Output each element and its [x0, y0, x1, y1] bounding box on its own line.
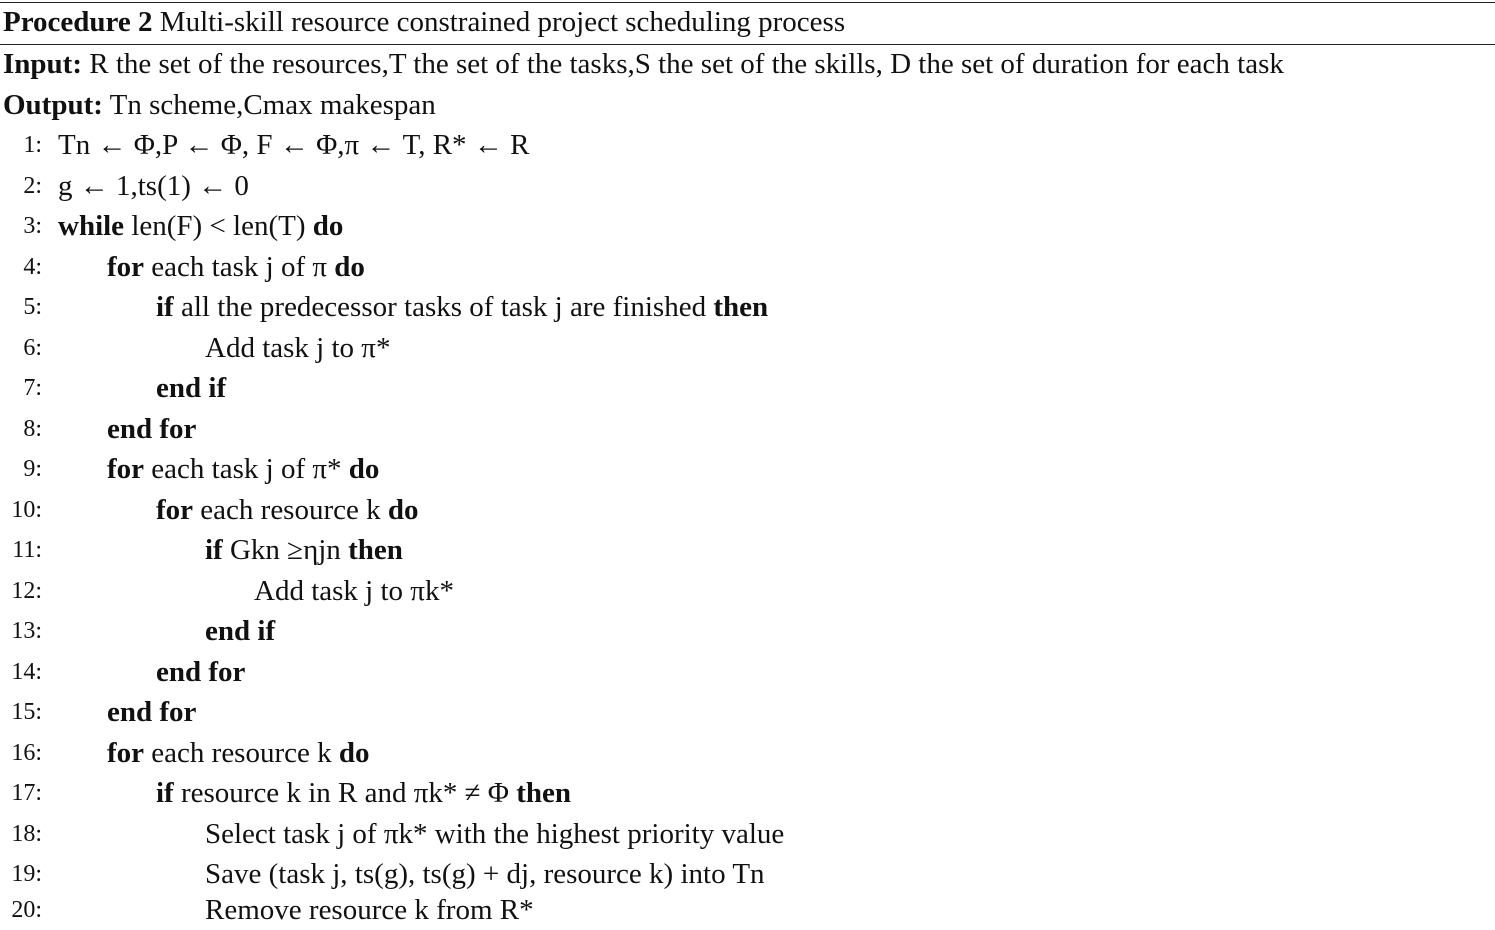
line-number: 5:: [23, 294, 42, 320]
line-text: Add task j to πk*: [254, 575, 454, 607]
output-line: [3, 85, 436, 125]
line-number: 8:: [23, 416, 42, 442]
procedure-title: [3, 2, 845, 42]
line-text: if all the predecessor tasks of task j are finished then: [156, 291, 769, 323]
line-number: 7:: [23, 375, 42, 401]
line-text: end for: [107, 696, 197, 728]
line-number: 1:: [23, 132, 42, 158]
line-text: end for: [107, 413, 197, 445]
line-text: for each resource k do: [156, 494, 419, 526]
line-number: 16:: [11, 740, 42, 766]
line-number: 6:: [23, 335, 42, 361]
line-number: 17:: [11, 780, 42, 806]
input-text: R the set of the resources,T the set of the tasks,S the set of the skills, D the set of duration for each task: [89, 48, 1284, 80]
line-text: for each task j of π* do: [107, 453, 380, 485]
line-number: 13:: [11, 618, 42, 644]
line-number: 15:: [11, 699, 42, 725]
line-number: 11:: [12, 537, 42, 563]
line-text: for each resource k do: [107, 737, 370, 769]
line-text: Select task j of πk* with the highest priority value: [205, 818, 785, 850]
line-number: 12:: [11, 578, 42, 604]
input-line: [3, 44, 1284, 84]
line-text: Tn ← Φ,P ← Φ, F ← Φ,π ← T, R* ← R: [58, 129, 530, 161]
input-label: Input:: [3, 48, 82, 80]
output-text: Tn scheme,Cmax makespan: [109, 89, 436, 121]
line-text: Remove resource k from R*: [205, 894, 534, 926]
line-text: while len(F) < len(T) do: [58, 210, 344, 242]
line-text: if resource k in R and πk* ≠ Φ then: [156, 777, 572, 809]
line-number: 2:: [23, 173, 42, 199]
line-number: 20:: [11, 897, 42, 923]
line-text: Save (task j, ts(g), ts(g) + dj, resource k) into Tn: [205, 858, 765, 890]
line-text: if Gkn ≥ηjn then: [205, 534, 403, 566]
line-number: 9:: [23, 456, 42, 482]
procedure-label: Procedure 2: [3, 6, 153, 38]
line-number: 19:: [11, 861, 42, 887]
line-text: end if: [156, 372, 227, 404]
output-label: Output:: [3, 89, 103, 121]
line-number: 14:: [11, 659, 42, 685]
line-number: 3:: [23, 213, 42, 239]
line-text: g ← 1,ts(1) ← 0: [58, 170, 249, 202]
line-number: 18:: [11, 821, 42, 847]
line-text: end if: [205, 615, 276, 647]
line-number: 10:: [11, 497, 42, 523]
line-number: 4:: [23, 254, 42, 280]
procedure-name: Multi-skill resource constrained project scheduling process: [159, 6, 846, 38]
line-text: Add task j to π*: [205, 332, 391, 364]
line-text: end for: [156, 656, 246, 688]
line-text: for each task j of π do: [107, 251, 365, 283]
